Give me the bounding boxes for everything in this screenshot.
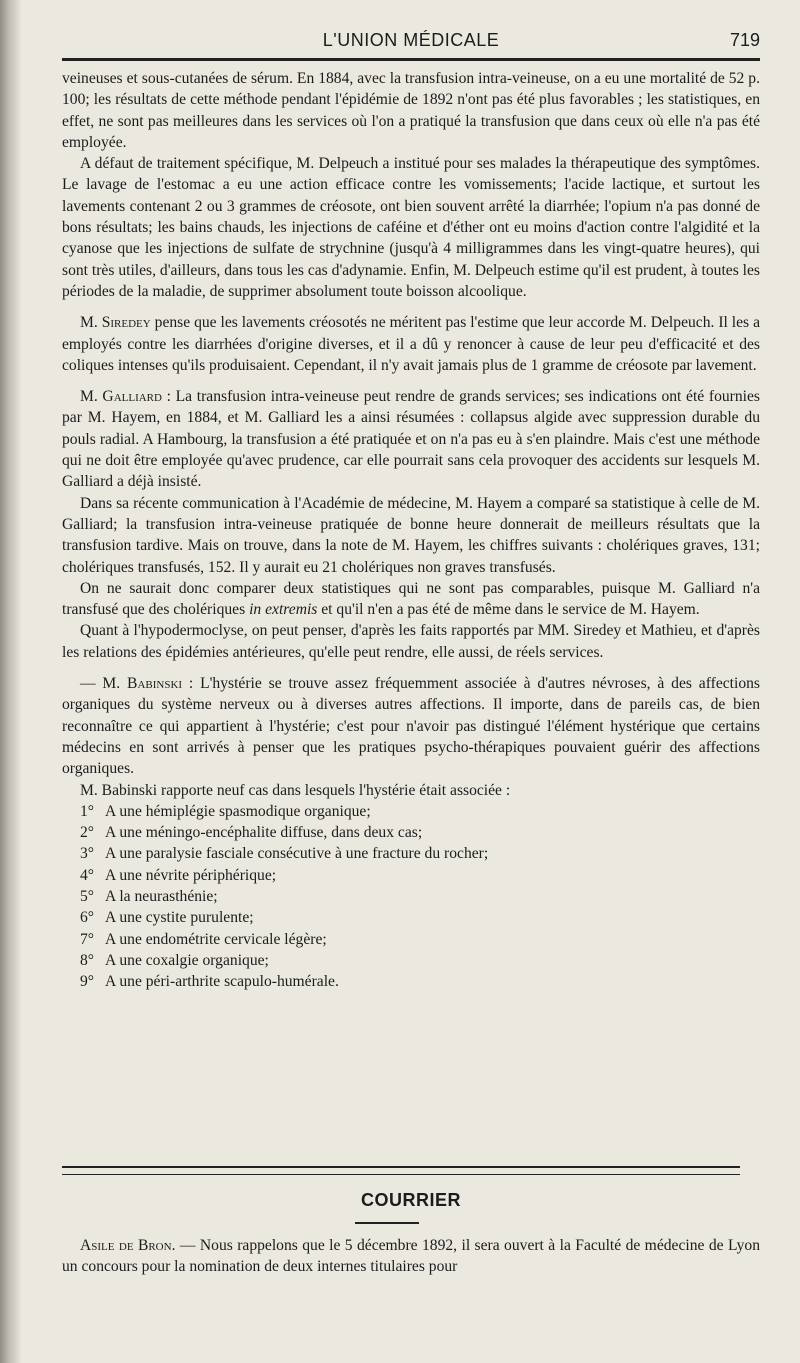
item-number: 9° bbox=[80, 973, 95, 991]
paragraph-text: — Nous rappelons que le 5 décembre 1892, il sera ouvert à la Faculté de médecine de Lyon un concours pour la nomination de deux internes titulaires pour bbox=[62, 1237, 761, 1276]
item-number: 6° bbox=[80, 909, 95, 927]
speaker-name: M. Siredey bbox=[80, 314, 151, 332]
speaker-text: pense que les lavements créosotés ne méritent pas l'estime que leur accorde M. Delpeuch. Il les a employés contre les diarrhées d'origine diverses, et il a dû y renoncer à cause de leur peu d'efficacité et des coliques intenses qu'ils produisaient. Cependant, il n'y avait jamais plus de 1 gramme de créosote par lavement. bbox=[62, 314, 760, 374]
journal-title: L'UNION MÉDICALE bbox=[322, 30, 500, 50]
dash-prefix: — M. bbox=[80, 675, 128, 693]
page-number: 719 bbox=[729, 30, 760, 50]
article-body bbox=[62, 68, 760, 992]
list-item bbox=[62, 907, 760, 928]
paragraph: Quant à l'hypodermoclyse, on peut penser, d'après les faits rapportés par MM. Siredey et Mathieu, et d'après les relations des épidémies antérieures, qu'elle peut rendre, elle aussi, de réels services. bbox=[62, 622, 760, 661]
item-number: 2° bbox=[80, 824, 95, 842]
item-number: 1° bbox=[80, 802, 95, 820]
header-rule bbox=[62, 58, 760, 61]
list-item bbox=[62, 886, 760, 907]
speaker-text: : L'hystérie se trouve assez fréquemment associée à d'autres névroses, à des affections organiques du système nerveux ou à diverses autres affections. Il importe, dans de pareils cas, de bien reconnaître ce qui appartient à l'hystérie; c'est pour n'avoir pas distingué l'élément hystérique que certains médecins en sont arrivés à penser que les pratiques psycho-thérapiques pouvaient guérir des affections organiques. bbox=[62, 675, 760, 778]
item-number: 8° bbox=[80, 951, 95, 969]
paragraph: A défaut de traitement spécifique, M. Delpeuch a institué pour ses malades la thérapeutique des symptômes. Le lavage de l'estomac a eu une action efficace contre les vomissements; l'acide lactique, et surtout les lavements contenant 2 ou 3 grammes de créosote, ont bien souvent arrêté la diarrhée; l'opium n'a pas donné de bons résultats; les bains chauds, les injections de caféine et d'éther ont eu moins d'action contre l'algidité et la cyanose que les injections de sulfate de strychnine (jusqu'à 4 milligrammes dans les vingt-quatre heures), qui sont très utiles, d'ailleurs, dans tous les cas d'adynamie. Enfin, M. Delpeuch estime qu'il est prudent, à toutes les périodes de la maladie, de supprimer absolument toute boisson alcoolique. bbox=[62, 155, 760, 300]
siredey-paragraph bbox=[62, 312, 760, 376]
galliard-paragraph bbox=[62, 386, 760, 492]
running-head bbox=[62, 26, 760, 56]
list-item bbox=[62, 822, 760, 843]
text-run: On ne saurait donc comparer deux statistiques qui ne sont pas comparables, puisque M. Galliard n'a transfusé que des cholériques bbox=[62, 579, 760, 619]
list-item bbox=[62, 950, 760, 971]
item-text: A une endométrite cervicale légère; bbox=[105, 930, 327, 948]
case-list bbox=[62, 801, 760, 993]
list-item bbox=[62, 801, 760, 822]
italic-text: in extremis bbox=[249, 601, 318, 619]
paragraph bbox=[62, 1235, 760, 1278]
item-text: A une hémiplégie spasmodique organique; bbox=[105, 802, 371, 820]
item-text: A la neurasthénie; bbox=[105, 887, 218, 905]
babinski-paragraph bbox=[62, 673, 760, 779]
item-text: A une paralysie fasciale consécutive à une fracture du rocher; bbox=[105, 845, 489, 863]
paragraph bbox=[62, 578, 760, 621]
list-item bbox=[62, 971, 760, 992]
item-text: A une coxalgie organique; bbox=[105, 951, 269, 969]
speaker-text: : La transfusion intra-veineuse peut rendre de grands services; ses indications ont été fournies par M. Hayem, en 1884, et M. Galliard les a ainsi résumées : collapsus algide avec suppression durable du pouls radial. A Hambourg, la transfusion a été pratiquée et on n'a pas eu à s'en plaindre. Mais c'est une méthode qui ne doit être employée qu'avec prudence, car elle pourrait sans cela provoquer des accidents sur lesquels M. Galliard a déjà insisté. bbox=[62, 388, 760, 491]
courrier-body bbox=[62, 1235, 760, 1278]
speaker-name: Babinski bbox=[127, 675, 183, 693]
title-underline bbox=[355, 1222, 419, 1224]
item-number: 7° bbox=[80, 930, 95, 948]
list-item bbox=[62, 843, 760, 864]
paragraph: M. Babinski rapporte neuf cas dans lesquels l'hystérie était associée : bbox=[80, 781, 511, 799]
list-item bbox=[62, 929, 760, 950]
list-item bbox=[62, 865, 760, 886]
item-text: A une névrite périphérique; bbox=[105, 866, 277, 884]
item-number: 3° bbox=[80, 845, 95, 863]
item-number: 4° bbox=[80, 866, 95, 884]
item-text: A une péri-arthrite scapulo-humérale. bbox=[105, 973, 339, 991]
speaker-name: M. Galliard bbox=[80, 388, 162, 406]
paragraph: Dans sa récente communication à l'Académie de médecine, M. Hayem a comparé sa statistique à celle de M. Galliard; la transfusion intra-veineuse pratiquée de bonne heure donnerait de meilleurs résultats que la transfusion tardive. Mais on trouve, dans la note de M. Hayem, les chiffres suivants : cholériques graves, 131; cholériques transfusés, 152. Il y aurait eu 21 cholériques non graves transfusés. bbox=[62, 494, 760, 576]
item-text: A une méningo-encéphalite diffuse, dans deux cas; bbox=[105, 824, 423, 842]
section-divider bbox=[62, 1166, 740, 1175]
section-title: COURRIER bbox=[360, 1190, 461, 1210]
paragraph: veineuses et sous-cutanées de sérum. En 1884, avec la transfusion intra-veineuse, on a eu une mortalité de 52 p. 100; les résultats de cette méthode pendant l'épidémie de 1892 n'ont pas été plus favorables ; les statistiques, en effet, ne sont pas meilleures dans les services où l'on a pratiqué la transfusion que dans ceux où elle n'a pas été employée. bbox=[62, 70, 760, 151]
text-run: et qu'il n'en a pas été de même dans le service de M. Hayem. bbox=[317, 601, 700, 619]
lead-text: Asile de Bron. bbox=[80, 1237, 176, 1254]
binding-shadow bbox=[0, 0, 22, 1363]
item-number: 5° bbox=[80, 887, 95, 905]
item-text: A une cystite purulente; bbox=[105, 909, 254, 927]
